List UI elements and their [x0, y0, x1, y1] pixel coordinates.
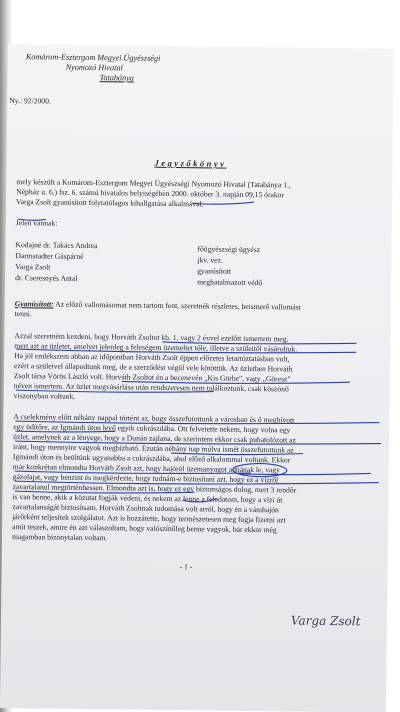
paragraph-line: járőrként teljesítek szolgálatot. Azt is hozzátette, hogy természetesen meg fogja fizetni azt: [12, 512, 286, 525]
pen-underline: [15, 439, 381, 446]
present-name: dr. Cseresnyés Antal: [15, 273, 78, 283]
suspect-label: Gyanúsított:: [14, 299, 54, 309]
paragraph-line: mert azt az üzletet, amelyet jelenleg a feleségem üzemeltet tőle, illetve a szüleitől vásároltuk.: [14, 341, 298, 354]
pen-underline: [192, 201, 254, 204]
paragraph-line: iránt, hogy mennyire vagyok megbízható. Ezután néhány nap múlva ismét összefutottunk az: [13, 442, 294, 455]
present-name: Varga Zsolt: [15, 262, 51, 272]
intro-line: mely készült a Komárom-Esztergom Megyei Ügyészségi Nyomozó Hivatal (Tatabánya 1.,: [16, 177, 291, 190]
paragraph-line: amit teszek, amire én azt válaszoltam, hogy valószínűleg benne vagyok, bár ekkor még: [12, 522, 277, 535]
document-page: [0, 44, 394, 712]
paragraph-line: egy üdítőre, az Igmándi úton levő egyik cukrászdába. Ott felvetette nekem, hogy volna egy: [13, 422, 291, 435]
pen-annotations: [0, 44, 394, 712]
pen-underline: [171, 452, 303, 455]
suspect-text: Az előző vallomásomat nem tartom fent, szeretnék részletes, beismerő vallomást: [53, 299, 301, 312]
present-name: Darmstadter Gáspárné: [15, 251, 84, 261]
pen-circle: [233, 463, 287, 477]
paragraph-line: zavartalanul megtörténhessen. Elmondta azt is, hogy ez egy biztonságos dolog, mert 3 rendőr: [12, 482, 297, 495]
paragraph-line: már konkrétan elmondta Horváth Zsolt azt, hogy hajóról üzemanyagot adnának le, vagy: [12, 462, 281, 475]
present-label: Jelen vannak:: [15, 218, 58, 228]
pen-underline: [15, 418, 379, 426]
paragraph-line: ezért a szüleivel állapodtunk meg, de a szerződést végül vele kötöttük. Az üzletben Horváth: [14, 361, 293, 374]
paragraph-line: zavartalanságát biztosítsam. Horváth Zsoltnak tudomása volt arról, hogy én a vámhajón: [12, 502, 279, 515]
office-name-line1: Komárom-Esztergom Megyei Ügyészségi: [25, 52, 161, 63]
paragraph-line: magamban bizonytalan voltam.: [11, 532, 108, 543]
pen-stroke: [182, 498, 216, 502]
paragraph-line: néven ismertem. Az üzlet megvásárlása után rendszeresen nem találkoztunk, csak köszönő: [13, 381, 289, 394]
document-title: Jegyzőkönyv: [154, 157, 227, 169]
present-role: főügyészségi ügyész: [197, 244, 261, 255]
suspect-line2: tenni.: [14, 309, 32, 319]
paragraph-line: viszonyban voltunk.: [13, 391, 76, 401]
paragraph-line: Azzal szeretném kezdeni, hogy Horváth Zsoltot kb. 1, vagy 2 évvel ezelőtt ismertem meg,: [14, 331, 289, 344]
page-number: - 1 -: [179, 562, 193, 572]
paragraph-line: Ha jól emlékszem abban az időpontban Horváth Zsolt éppen előzetes letartóztatásban volt,: [14, 351, 290, 364]
present-role: jkv. vez.: [197, 255, 223, 265]
pen-underline: [15, 430, 115, 433]
office-name-line3: Tatabánya: [99, 73, 134, 83]
pen-underline: [122, 379, 350, 384]
paragraph-line: A cselekmény előtt néhány nappal történt az, hogy összefutottunk a városban és ő meghívott: [13, 412, 295, 425]
signature: Varga Zsolt: [290, 613, 361, 629]
paragraph-line: is van benne, akik a közutat fogják védeni, és nekem az lenne a feladatom, hogy a vízi út: [12, 492, 283, 505]
pen-underline: [15, 478, 379, 486]
office-name-line2: Nyomozó Hivatal: [65, 62, 123, 73]
present-role: gyanúsított: [197, 266, 232, 276]
intro-line: Varga Zsolt gyanúsított folytatólagos kihallgatása alkalmával.: [16, 197, 204, 209]
pen-underline: [15, 490, 195, 494]
pen-underline: [162, 341, 356, 345]
present-role: meghatalmazott védő: [197, 277, 263, 288]
paragraph-line: Zsolt társa Vörös László volt. Horváth Zsoltot én a becenevén „Kis Görbe", vagy „Göresz": [13, 371, 291, 384]
case-number: Ny.: 92/2000.: [9, 96, 51, 106]
pen-underline: [18, 219, 46, 220]
pen-underline: [16, 348, 356, 354]
paragraph-line: üzlet, amelynek az a lényege, hogy a Dunán zajlana, de szerintem ekkor csak puhatolózott az: [13, 432, 296, 445]
pen-underline: [16, 389, 214, 393]
pen-underline: [239, 472, 371, 476]
intro-line: Népház u. 6.) fsz. 6. számú hivatalos helyiségében 2000. október 3. napján 09,15 órakor: [16, 187, 285, 200]
pen-underline: [15, 470, 251, 475]
paragraph-line: Igmándi úton és beültünk ugyanabba a cukrászdába, ahol előző alkalommal voltunk. Ekkor: [12, 452, 291, 465]
present-name: Kodajné dr. Takács Andrea: [15, 240, 98, 251]
paragraph-line: gázolajat, vagy benzint és megkérdezte, hogy tudnám-e biztosítani azt, hogy ez a vízről: [12, 472, 279, 485]
